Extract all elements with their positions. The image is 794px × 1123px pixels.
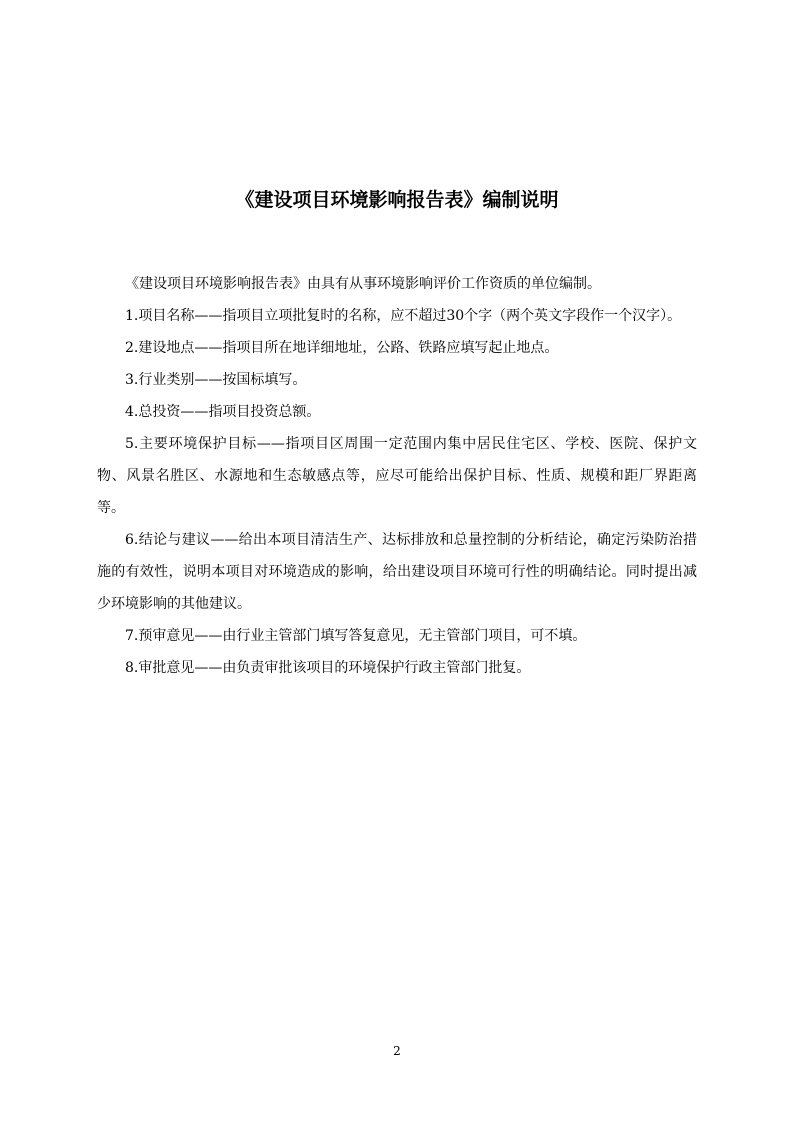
- paragraph-conclusions: 6.结论与建议——给出本项目清洁生产、达标排放和总量控制的分析结论，确定污染防治措施的有效性，说明本项目对环境造成的影响，给出建设项目环境可行性的明确结论。同时提出减少环境影响的其他建议。: [97, 532, 697, 612]
- paragraph-construction-site: 2.建设地点——指项目所在地详细地址，公路、铁路应填写起止地点。: [125, 340, 559, 356]
- paragraph-protection-targets: 5.主要环境保护目标——指项目区周围一定范围内集中居民住宅区、学校、医院、保护文物、风景名胜区、水源地和生态敏感点等，应尽可能给出保护目标、性质、规模和距厂界距离等。: [97, 436, 697, 516]
- paragraph-approval: 8.审批意见——由负责审批该项目的环境保护行政主管部门批复。: [125, 660, 531, 676]
- paragraph-project-name: 1.项目名称——指项目立项批复时的名称，应不超过30个字（两个英文字段作一个汉字）。: [125, 308, 682, 324]
- paragraph-industry-category: 3.行业类别——按国标填写。: [125, 372, 307, 388]
- document-title: 《建设项目环境影响报告表》编制说明: [235, 189, 559, 211]
- paragraph-total-investment: 4.总投资——指项目投资总额。: [125, 404, 321, 420]
- paragraph-intro: 《建设项目环境影响报告表》由具有从事环境影响评价工作资质的单位编制。: [125, 276, 601, 292]
- document-body: [97, 268, 697, 684]
- page-number: 2: [393, 1044, 401, 1058]
- paragraph-pre-review: 7.预审意见——由行业主管部门填写答复意见，无主管部门项目，可不填。: [125, 628, 587, 644]
